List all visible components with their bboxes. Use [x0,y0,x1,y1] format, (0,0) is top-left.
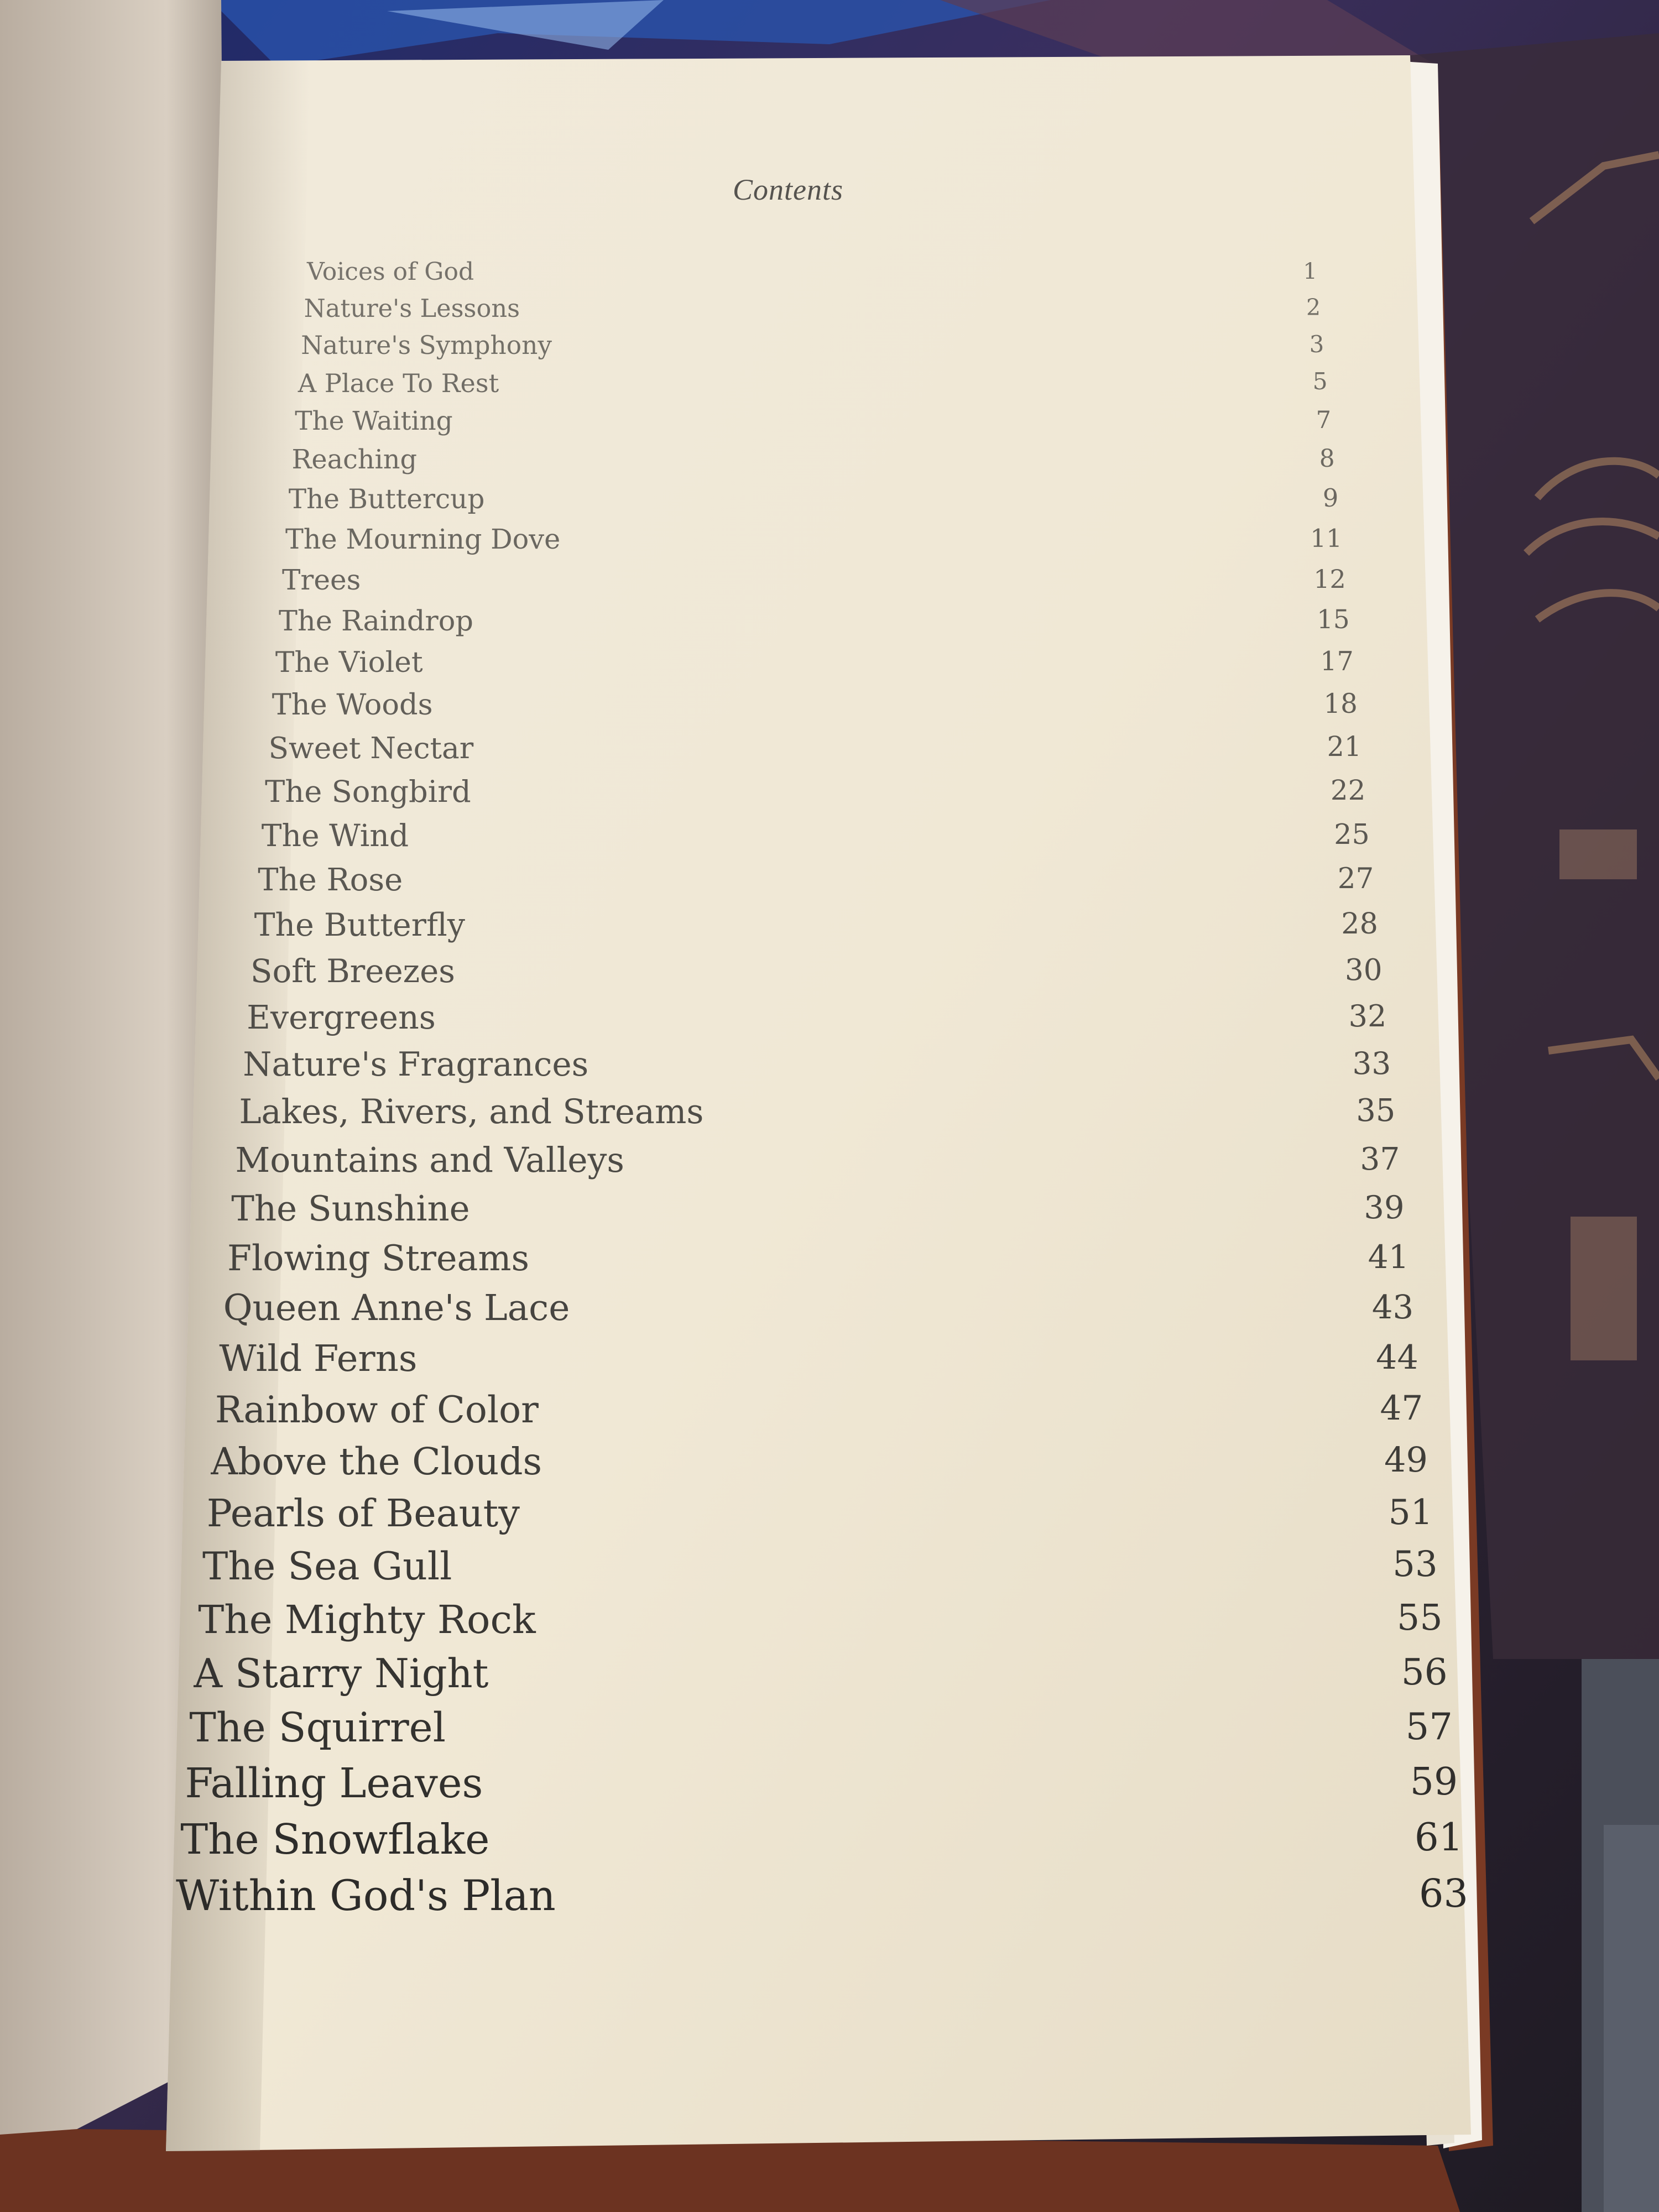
entry-title: Lakes, Rivers, and Streams [239,1093,704,1132]
entry-title: The Snowflake [180,1814,490,1864]
entry-title: Soft Breezes [250,952,455,990]
entry-page-number: 5 [1312,368,1328,395]
entry-title: Reaching [291,445,417,476]
entry-title: The Songbird [265,774,471,809]
entry-title: The Raindrop [279,604,473,638]
entry-title: The Buttercup [288,484,485,515]
entry-page-number: 37 [1360,1140,1400,1177]
entry-title: Pearls of Beauty [206,1491,520,1536]
entry-page-number: 43 [1371,1287,1414,1326]
entry-title: The Violet [275,646,423,680]
entry-title: Evergreens [247,999,436,1037]
entry-title: The Rose [258,862,403,899]
entry-title: The Waiting [295,405,453,436]
entry-title: The Butterfly [254,907,465,944]
entry-page-number: 8 [1319,445,1335,473]
entry-page-number: 7 [1316,406,1332,434]
entry-title: The Sea Gull [202,1544,452,1589]
contents-heading: Contents [733,173,844,206]
entry-title: Queen Anne's Lace [223,1287,570,1329]
entry-page-number: 44 [1376,1338,1418,1377]
entry-page-number: 47 [1380,1389,1423,1428]
entry-page-number: 55 [1397,1597,1443,1639]
entry-title: The Woods [272,688,433,722]
entry-page-number: 59 [1410,1760,1458,1804]
entry-page-number: 12 [1313,564,1346,594]
entry-title: The Wind [261,817,409,853]
entry-page-number: 28 [1341,907,1378,941]
entry-page-number: 1 [1303,258,1317,284]
entry-page-number: 30 [1344,952,1383,987]
entry-page-number: 27 [1337,862,1374,896]
entry-title: Falling Leaves [185,1760,483,1807]
entry-title: Nature's Symphony [301,331,552,361]
entry-title: Flowing Streams [227,1238,530,1279]
entry-title: Voices of God [307,258,474,286]
entry-page-number: 53 [1392,1544,1438,1585]
entry-title: Rainbow of Color [215,1388,539,1432]
entry-page-number: 22 [1330,774,1366,806]
entry-title: Mountains and Valleys [235,1140,624,1180]
entry-page-number: 3 [1309,331,1324,358]
entry-page-number: 18 [1323,688,1358,720]
entry-page-number: 35 [1356,1093,1396,1129]
entry-title: The Mourning Dove [285,523,561,556]
entry-title: Wild Ferns [219,1337,418,1380]
entry-title: Trees [282,564,361,597]
entry-page-number: 51 [1388,1492,1433,1533]
entry-page-number: 56 [1401,1651,1448,1694]
entry-page-number: 61 [1414,1815,1463,1860]
entry-page-number: 15 [1317,605,1350,635]
entry-title: A Starry Night [194,1651,489,1697]
entry-page-number: 57 [1405,1705,1453,1749]
entry-page-number: 41 [1368,1238,1409,1276]
entry-title: Within God's Plan [176,1871,556,1920]
entry-page-number: 39 [1364,1189,1405,1227]
entry-page-number: 63 [1419,1871,1468,1916]
entry-title: The Sunshine [231,1188,470,1229]
entry-page-number: 9 [1322,484,1339,513]
entry-page-number: 32 [1348,999,1387,1034]
entry-title: Sweet Nectar [268,731,474,766]
entry-page-number: 21 [1327,731,1362,763]
entry-title: The Mighty Rock [198,1597,536,1643]
entry-title: Nature's Lessons [304,293,520,323]
entry-page-number: 33 [1352,1045,1391,1081]
entry-title: A Place To Rest [298,368,499,398]
entry-title: Nature's Fragrances [243,1045,589,1084]
entry-page-number: 17 [1320,646,1354,677]
entry-page-number: 49 [1384,1439,1428,1480]
entry-page-number: 25 [1334,817,1370,851]
entry-page-number: 11 [1310,524,1342,554]
entry-title: Above the Clouds [211,1439,542,1484]
entry-page-number: 2 [1306,294,1321,321]
entry-title: The Squirrel [189,1705,446,1752]
